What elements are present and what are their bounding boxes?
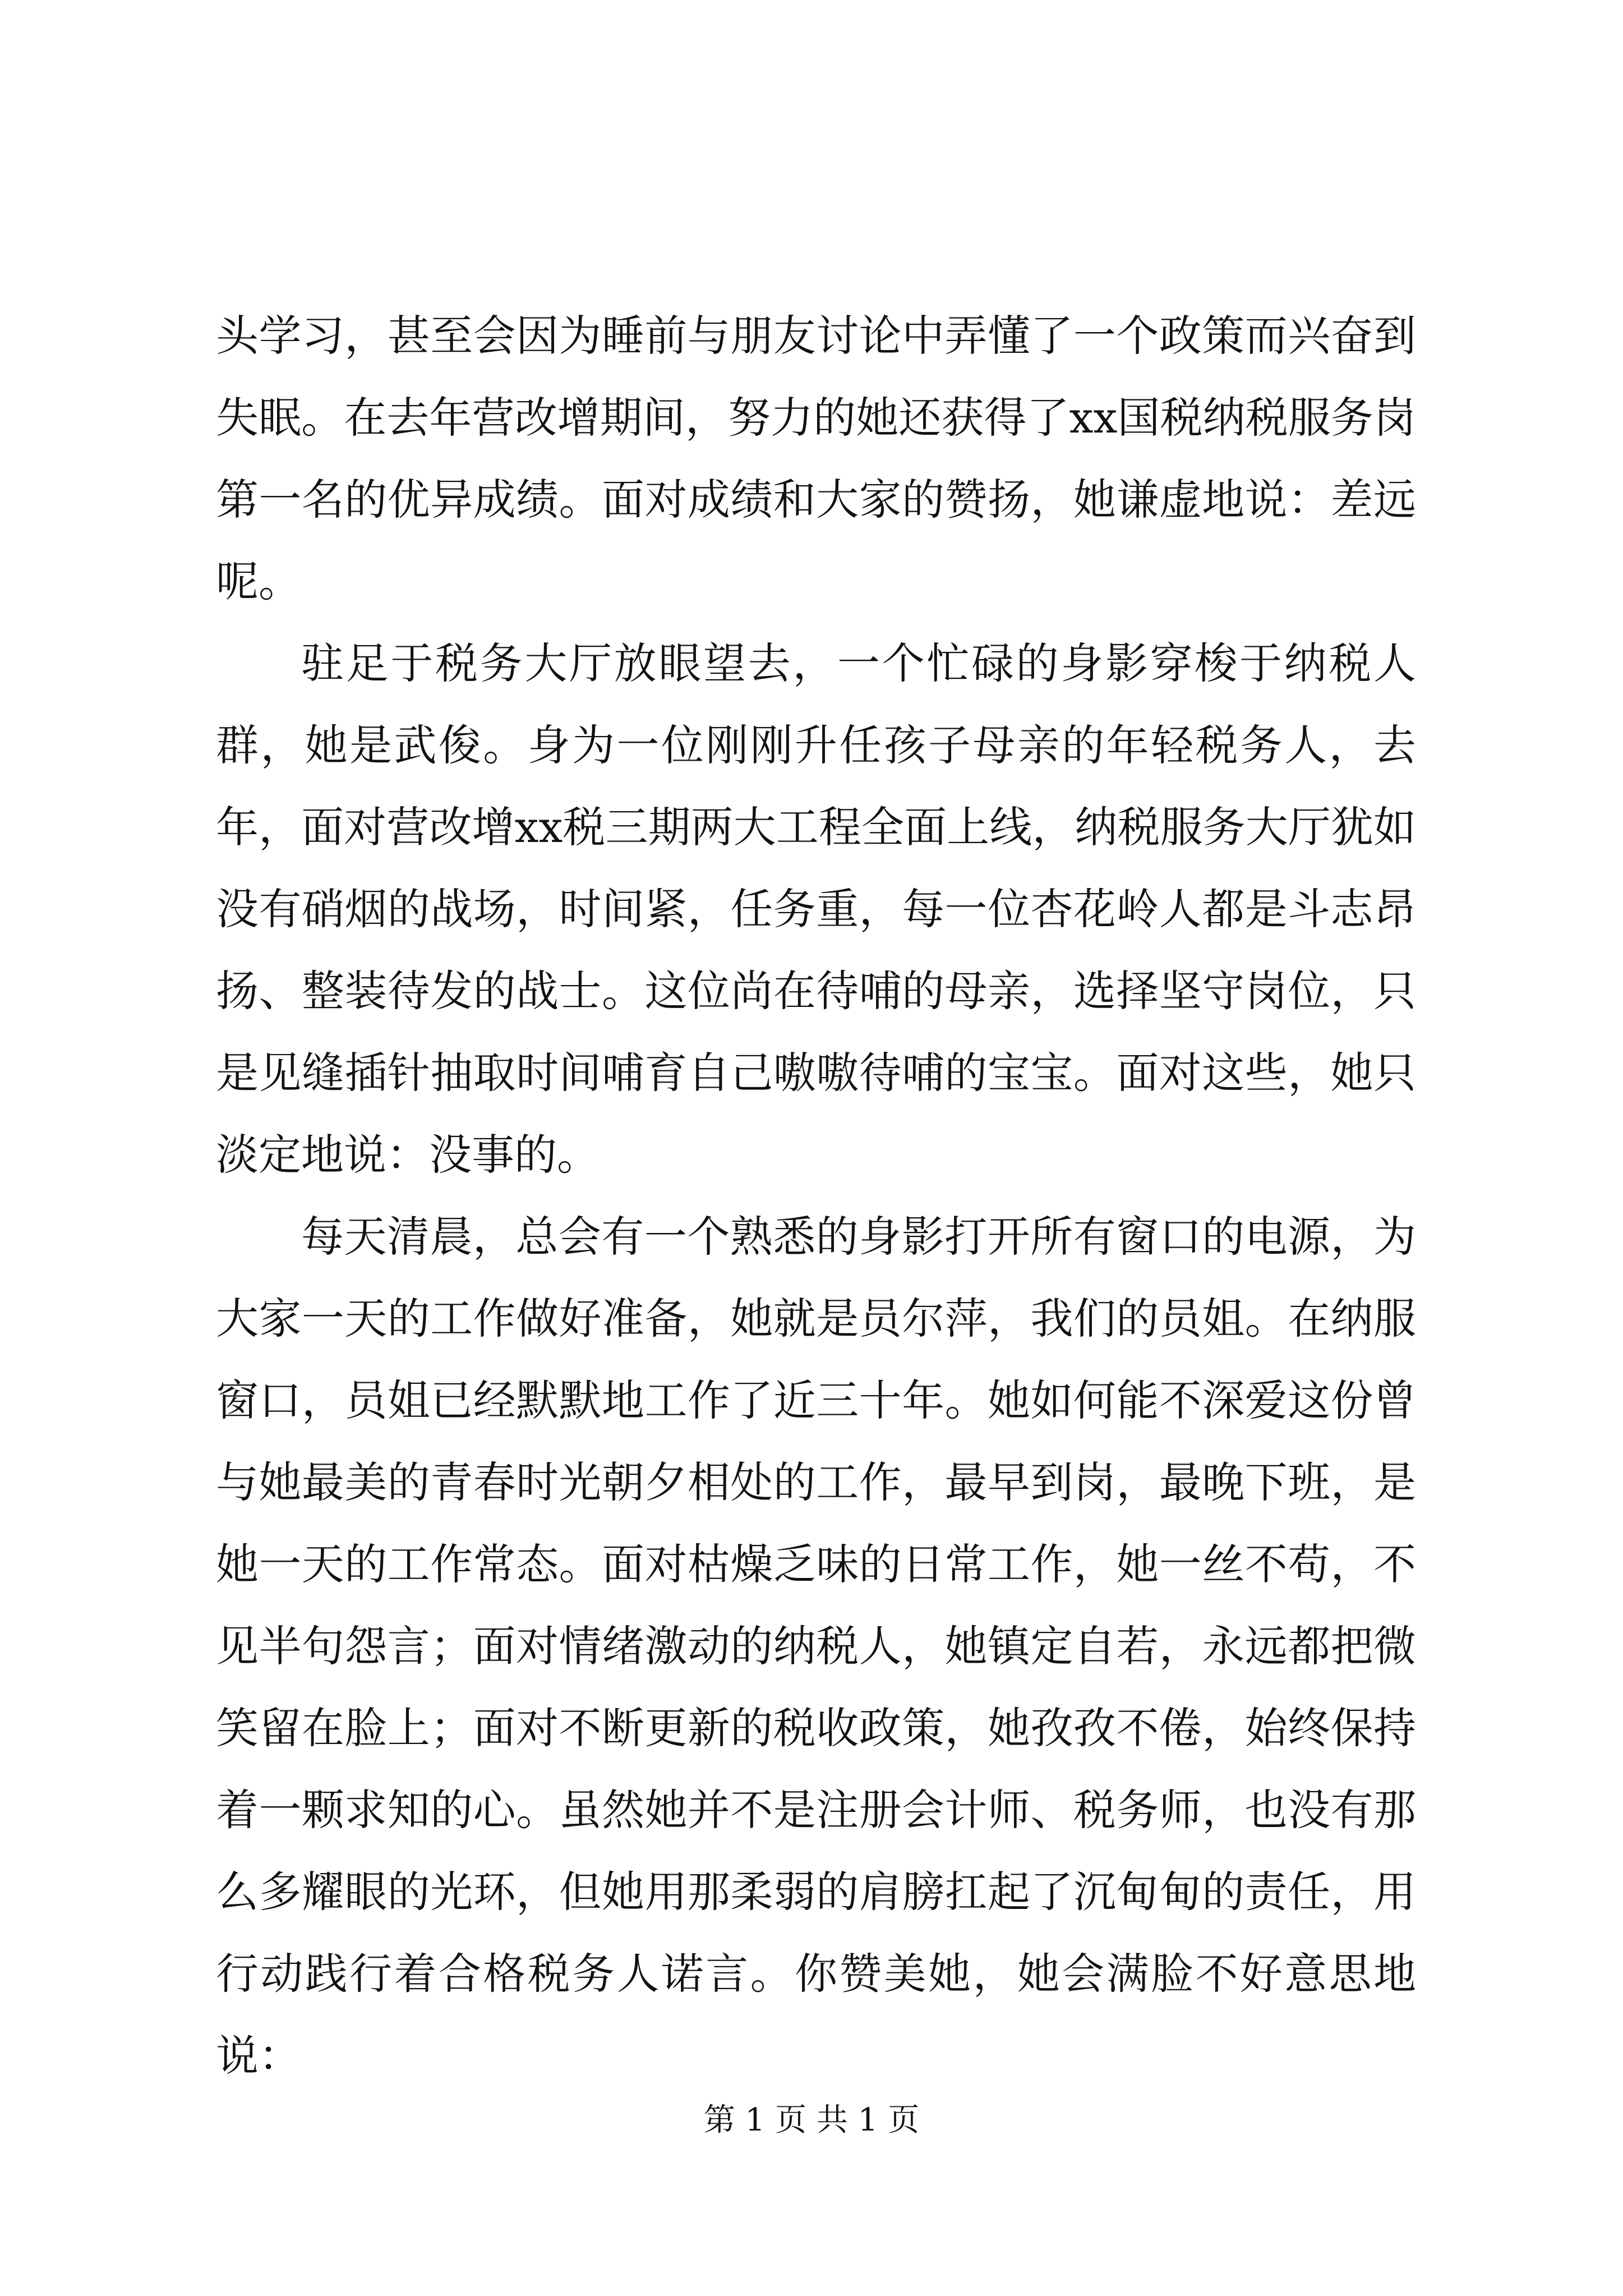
paragraph-2: 驻足于税务大厅放眼望去，一个忙碌的身影穿梭于纳税人群，她是武俊。身为一位刚刚升任孩子母亲的年轻税务人，去年，面对营改增xx税三期两大工程全面上线，纳税服务大厅犹如没有硝烟的战场，时间紧，任务重，每一位杏花岭人都是斗志昂扬、整装待发的战士。这位尚在待哺的母亲，选择坚守岗位，只是见缝插针抽取时间哺育自己嗷嗷待哺的宝宝。面对这些，她只淡定地说：没事的。 bbox=[216, 638, 1416, 1180]
page-footer: 第 1 页 共 1 页 bbox=[703, 2102, 920, 2138]
paragraph-1: 头学习，甚至会因为睡前与朋友讨论中弄懂了一个政策而兴奋到失眠。在去年营改增期间，努力的她还获得了xx国税纳税服务岗第一名的优异成绩。面对成绩和大家的赞扬，她谦虚地说：差远呢。 bbox=[216, 311, 1416, 606]
document-body bbox=[216, 295, 1416, 2097]
paragraph-3: 每天清晨，总会有一个熟悉的身影打开所有窗口的电源，为大家一天的工作做好准备，她就是员尔萍，我们的员姐。在纳服窗口，员姐已经默默地工作了近三十年。她如何能不深爱这份曾与她最美的青春时光朝夕相处的工作，最早到岗，最晚下班，是她一天的工作常态。面对枯燥乏味的日常工作，她一丝不苟，不见半句怨言；面对情绪激动的纳税人，她镇定自若，永远都把微笑留在脸上；面对不断更新的税收政策，她孜孜不倦，始终保持着一颗求知的心。虽然她并不是注册会计师、税务师，也没有那么多耀眼的光环，但她用那柔弱的肩膀扛起了沉甸甸的责任，用行动践行着合格税务人诺言。你赞美她，她会满脸不好意思地说： bbox=[216, 1212, 1416, 2081]
